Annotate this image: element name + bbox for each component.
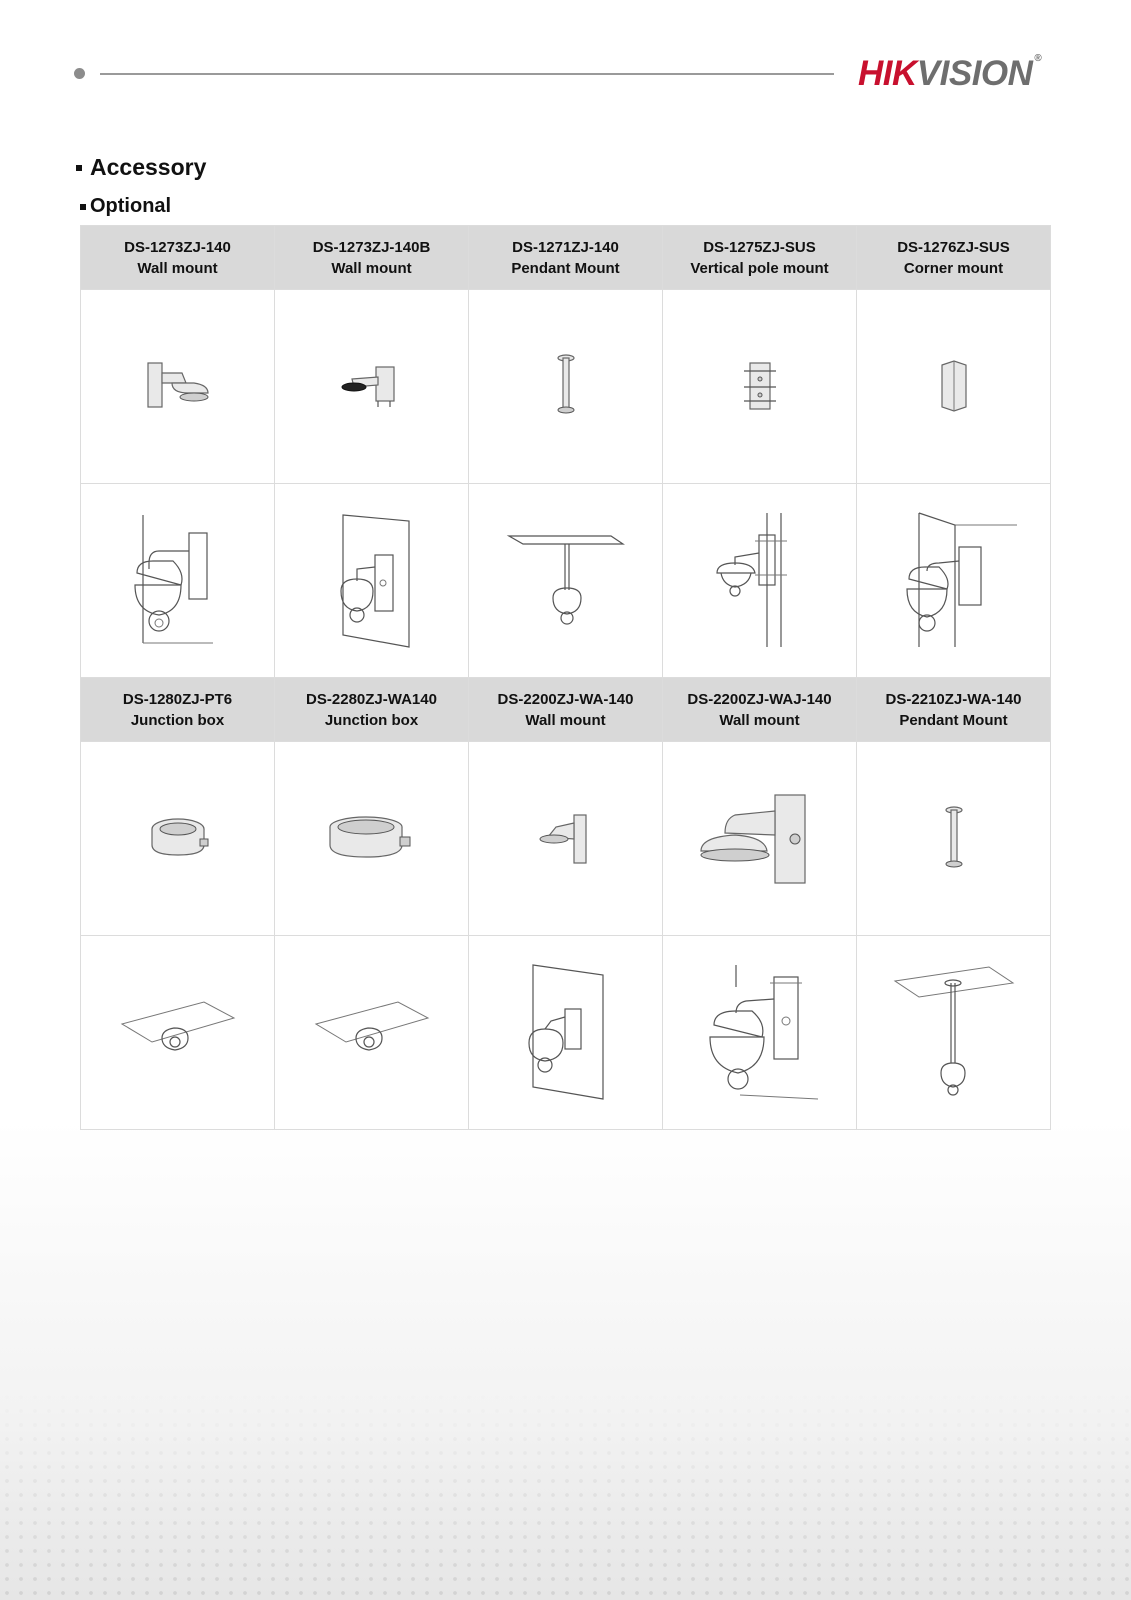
- product-model: DS-1271ZJ-140: [512, 238, 619, 256]
- product-photo-cell: [663, 742, 857, 936]
- diagram-cell: [81, 484, 275, 678]
- diagram-cell: [469, 936, 663, 1130]
- diagram-cell: [857, 936, 1051, 1130]
- product-photo-row: [81, 290, 1051, 484]
- product-model: DS-1273ZJ-140B: [312, 238, 431, 256]
- background-dot-pattern: [0, 1390, 1131, 1600]
- product-header-cell: [663, 678, 857, 742]
- wall-mount-photo: [138, 357, 218, 417]
- table-header-row: [81, 678, 1051, 742]
- product-type: Wall mount: [719, 711, 800, 729]
- pole-mount-photo: [720, 357, 800, 417]
- wall-mount-junction-install-diagram: [700, 963, 820, 1103]
- table-header-row: [81, 226, 1051, 290]
- product-model: DS-1276ZJ-SUS: [897, 238, 1010, 256]
- product-photo-cell: [663, 290, 857, 484]
- header-rule: [100, 73, 834, 75]
- diagram-cell: [81, 936, 275, 1130]
- diagram-cell: [857, 484, 1051, 678]
- section-title-text: Accessory: [90, 154, 207, 180]
- junction-box-large-photo: [322, 809, 422, 869]
- product-photo-cell: [469, 742, 663, 936]
- product-type: Junction box: [130, 711, 225, 729]
- product-type: Wall mount: [137, 259, 218, 277]
- bullet-square-icon: [80, 204, 86, 210]
- product-photo-cell: [275, 290, 469, 484]
- corner-mount-photo: [914, 357, 994, 417]
- wall-mount-b-install-diagram: [317, 511, 427, 651]
- pole-mount-install-diagram: [705, 511, 815, 651]
- accessory-table: [80, 225, 1051, 1130]
- product-photo-cell: [857, 290, 1051, 484]
- product-header-cell: [81, 678, 275, 742]
- diagram-cell: [275, 484, 469, 678]
- product-type: Vertical pole mount: [690, 259, 829, 277]
- product-model: DS-2210ZJ-WA-140: [885, 690, 1022, 708]
- product-photo-cell: [81, 290, 275, 484]
- diagram-cell: [663, 936, 857, 1130]
- pendant-mount-photo: [526, 352, 606, 422]
- product-header-cell: [663, 226, 857, 290]
- wall-mount-black-photo: [332, 357, 412, 417]
- product-photo-row: [81, 742, 1051, 936]
- wall-mount-install-diagram: [511, 963, 621, 1103]
- junction-box-photo: [138, 809, 218, 869]
- product-header-cell: [469, 226, 663, 290]
- product-type: Wall mount: [331, 259, 412, 277]
- corner-mount-install-diagram: [889, 511, 1019, 651]
- product-photo-cell: [469, 290, 663, 484]
- logo-gray-text: VISION: [916, 54, 1033, 93]
- product-type: Pendant Mount: [899, 711, 1008, 729]
- logo-registered-mark: ®: [1034, 53, 1042, 64]
- product-type: Wall mount: [525, 711, 606, 729]
- junction-box-install-diagram: [118, 998, 238, 1068]
- product-type: Pendant Mount: [511, 259, 620, 277]
- product-model: DS-2280ZJ-WA140: [306, 690, 437, 708]
- subsection-title-text: Optional: [90, 195, 172, 217]
- product-header-cell: [275, 678, 469, 742]
- wall-mount-install-diagram: [123, 511, 233, 651]
- product-model: DS-1273ZJ-140: [124, 238, 231, 256]
- product-model: DS-2200ZJ-WAJ-140: [687, 690, 832, 708]
- product-type: Corner mount: [903, 259, 1004, 277]
- product-type: Junction box: [324, 711, 419, 729]
- product-photo-cell: [81, 742, 275, 936]
- installation-diagram-row: [81, 936, 1051, 1130]
- pendant-mount-install-diagram: [501, 526, 631, 636]
- wall-mount-junction-photo: [695, 789, 825, 889]
- junction-box-large-install-diagram: [312, 998, 432, 1068]
- product-header-cell: [857, 678, 1051, 742]
- product-photo-cell: [275, 742, 469, 936]
- hikvision-logo: [858, 52, 1078, 96]
- pendant-mount-install-diagram: [889, 963, 1019, 1103]
- product-header-cell: [81, 226, 275, 290]
- section-title: [76, 154, 206, 181]
- diagram-cell: [469, 484, 663, 678]
- pendant-mount-photo: [914, 804, 994, 874]
- product-photo-cell: [857, 742, 1051, 936]
- product-model: DS-1280ZJ-PT6: [122, 690, 233, 708]
- diagram-cell: [275, 936, 469, 1130]
- product-header-cell: [857, 226, 1051, 290]
- logo-red-text: HIK: [858, 54, 917, 93]
- product-header-cell: [275, 226, 469, 290]
- diagram-cell: [663, 484, 857, 678]
- installation-diagram-row: [81, 484, 1051, 678]
- wall-mount-photo: [526, 809, 606, 869]
- product-model: DS-2200ZJ-WA-140: [497, 690, 634, 708]
- product-model: DS-1275ZJ-SUS: [703, 238, 816, 256]
- product-header-cell: [469, 678, 663, 742]
- header-bullet-dot: [74, 68, 85, 79]
- bullet-square-icon: [76, 165, 82, 171]
- subsection-title: [80, 195, 171, 218]
